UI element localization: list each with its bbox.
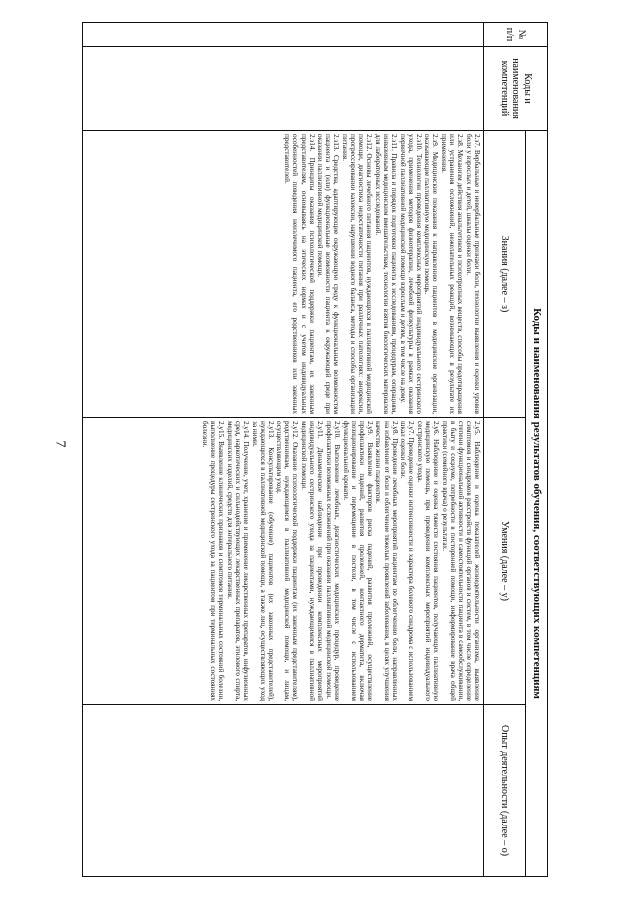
header-results-group: Коды и наименования результатов обучения, соответствующих компетенциям	[526, 131, 548, 877]
skill-item: 2.у9. Выявление факторов риска падений, развития пролежней, осуществление профилактики падений, развития пролежней, контактного дерматита, включая позиционирование и перемещение в постели, в том числе с использованием функциональной кровати.	[341, 421, 374, 701]
experience-cell	[83, 705, 484, 877]
cell-competency	[83, 47, 484, 131]
skill-item: 2.у12. Оказание психологической поддержки пациентам (их законным представителям), родственникам, нуждающимся в паллиативной медицинской помощи, и лицам, осуществляющим уход.	[275, 421, 300, 701]
skill-item: 2.у7. Проведение оценки интенсивности и характера болевого синдрома с использованием шкал оценки боли.	[399, 421, 416, 701]
skill-item: 2.у11. Динамическое наблюдение при проведении комплексных мероприятий индивидуального сестринского ухода за пациентами, нуждающимися в паллиативной медицинской помощи.	[300, 421, 325, 701]
header-number: № п/п	[484, 23, 548, 47]
knowledge-item: 2.з13. Средства, адаптирующие окружающую среду к функциональным возможностям пациента и (или) функциональные возможности пациента к окружающей среде при оказании паллиативной медицинской помощи.	[316, 134, 341, 414]
header-skills: Умения (далее – у)	[484, 418, 526, 705]
competency-table	[82, 22, 548, 877]
page-number: 7	[52, 440, 68, 448]
knowledge-cell	[83, 131, 484, 418]
cell-number	[83, 23, 484, 47]
header-competency-code: Коды и наименования компетенций	[484, 47, 548, 131]
knowledge-item: 2.з9. Медицинские показания к направлению пациентов в медицинские организации, оказывающие паллиативную медицинскую помощь.	[423, 134, 440, 414]
skill-item: 2.у6. Наблюдение и оценка тяжести состояния пациентов, получающих паллиативную медицинскую помощь, при проведении комплексных мероприятий индивидуального сестринского ухода.	[415, 421, 441, 701]
knowledge-item: 2.з12. Основы лечебного питания пациентов, нуждающихся в паллиативной медицинской помощи, диагностика недостаточности питания при различных патологиях: анорексии, прогрессировании кахексии, нарушении водного баланса, методы и способы организации питания.	[341, 134, 374, 414]
skill-item: 2.у14. Получение, учет, хранение и применение лекарственных препаратов, инфузионных сред, наркотических и сильнодействующих лекарственных препаратов, этилового спирта, медицинских изделий, средств для энтерального питания.	[225, 421, 250, 701]
knowledge-item: 2.з10. Технологии проведения комплексных мероприятий индивидуального сестринского ухода, применения методов физиотерапии, лечебной физкультуры в рамках оказания первичной паллиативной медицинской помощи взрослым и детям, в том числе на дому.	[398, 134, 423, 414]
skill-item: 2.у15. Выявление клинических признаков и симптомов терминальных состояний болезни, выполнение процедуры сестринского ухода за пациентом при терминальных состояниях болезни.	[201, 421, 226, 701]
header-experience: Опыт деятельности (далее – о)	[484, 705, 526, 877]
skill-item: 2.у13. Консультирование (обучение) пациентов (их законных представителей), нуждающихся в паллиативной медицинской помощи, а также лиц, осуществляющих уход за ними.	[250, 421, 275, 701]
knowledge-item: 2.з14. Принципы оказания психологической поддержки пациентам, их законным представителям, основываясь на этических нормах и с учетом индивидуальных особенностей поведения неизлечимого пациента, его родственников или законных представителей.	[283, 134, 316, 414]
skills-cell	[83, 418, 484, 705]
skill-item: 2.у5. Наблюдение и оценка показателей жизнедеятельности организма, выявление симптомов и синдромов расстройств функций органов и систем, в том числе определение степени функциональной активности и самостоятельности пациента в самообслуживании, в быту и социуме, потребности в посторонней помощи, информирование врача общей практики (семейного врача) о результатах.	[440, 421, 481, 701]
rotated-table-container	[82, 22, 548, 877]
skill-item: 2.у8. Проведение лечебных мероприятий пациентам по облегчению боли, направленных на избавление от боли и облегчение тяжелых проявлений заболевания, в целях улучшения качества жизни пациентов.	[374, 421, 399, 701]
skill-item: 2.у10. Выполнение лечебных, диагностических медицинских процедур, проведение профилактики возможных осложнений при оказании паллиативной медицинской помощи.	[324, 421, 341, 701]
knowledge-item: 2.з11. Правила и порядок подготовки пациента к исследованиям, процедурам, операциям, инвазивным медицинским вмешательствам, технологии взятия биологических материалов для лабораторных исследований.	[373, 134, 398, 414]
knowledge-item: 2.з8. Механизм действия анальгетиков и психотропных веществ, способы предотвращения или устранения осложнений, нежелательных реакций, возникающих в результате их применения.	[440, 134, 465, 414]
header-knowledge: Знания (далее – з)	[484, 131, 526, 418]
knowledge-item: 2.з7. Вербальные и невербальные признаки боли, технологии выявления и оценки уровня боли у взрослых и детей, шкалы оценки боли.	[464, 134, 481, 414]
